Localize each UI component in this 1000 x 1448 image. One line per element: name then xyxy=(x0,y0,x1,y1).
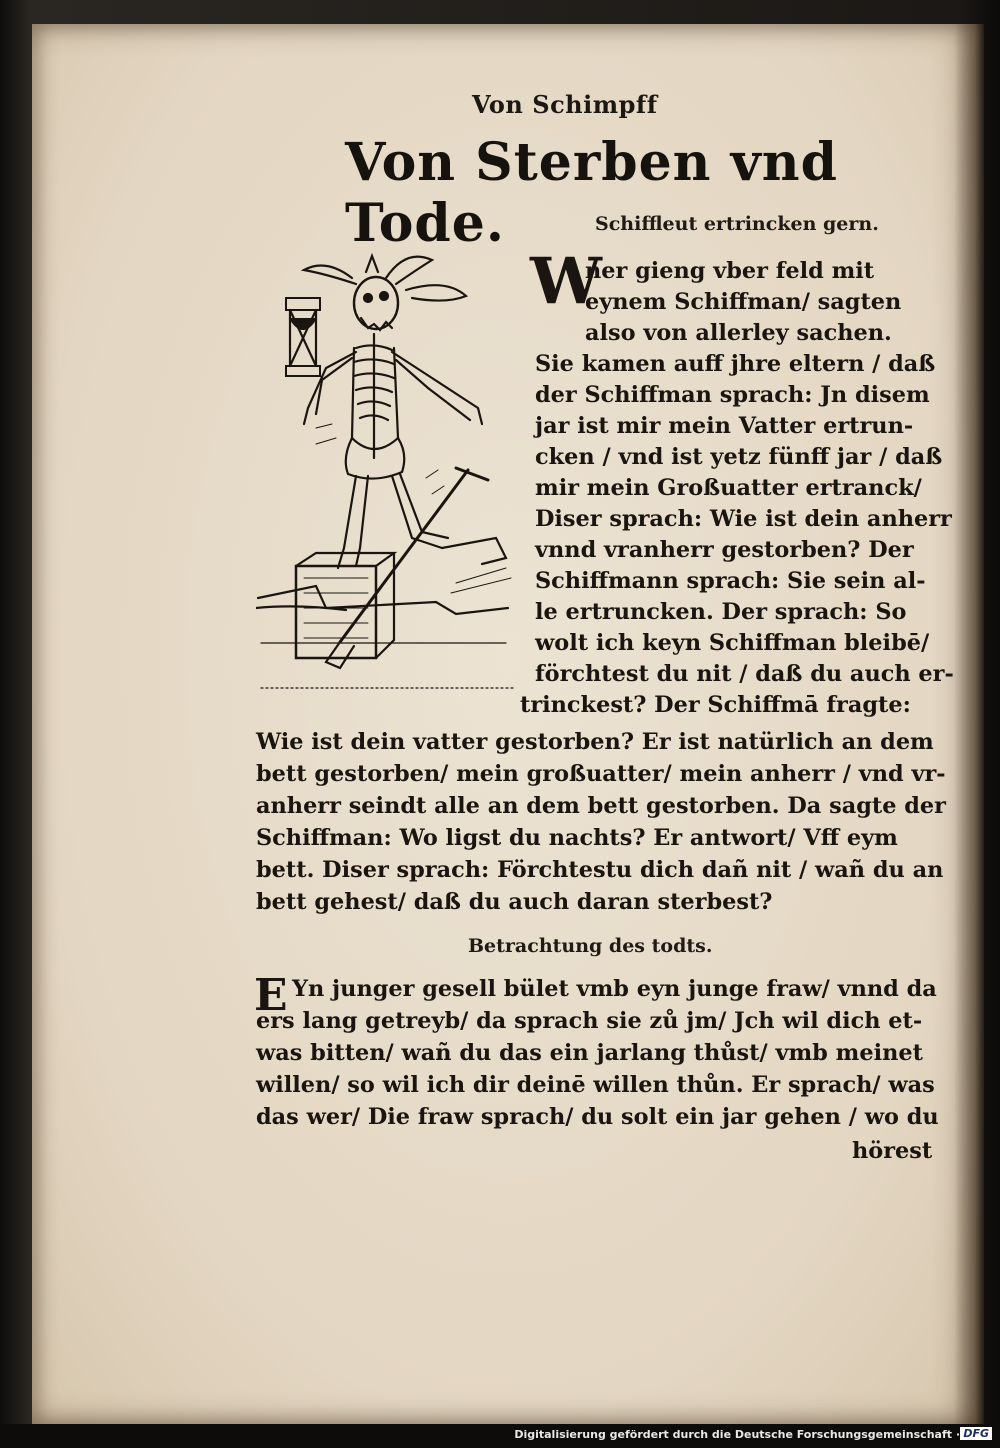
section-heading-2: Betrachtung des todts. xyxy=(468,935,713,957)
body-line: le ertruncken. Der sprach: So xyxy=(535,599,907,625)
body-line: bett gehest/ daß du auch daran sterbest? xyxy=(256,889,773,915)
drop-cap-initial-2: E xyxy=(254,970,288,1021)
body-line: Schiffman: Wo ligst du nachts? Er antwort/ Vff eym xyxy=(256,825,898,851)
body-line: jar ist mir mein Vatter ertrun- xyxy=(535,413,914,439)
page-title: Von Sterben vnd Tode. xyxy=(345,132,838,254)
body-line: förchtest du nit / daß du auch er- xyxy=(535,661,954,687)
body-line: ers lang getreyb/ da sprach sie zů jm/ Jch wil dich et- xyxy=(256,1008,923,1034)
catchword: hörest xyxy=(852,1138,933,1164)
drop-cap-initial-1: W xyxy=(530,244,602,319)
body-line: anherr seindt alle an dem bett gestorben. Da sagte der xyxy=(256,793,946,819)
body-line: eynem Schiffman/ sagten xyxy=(585,289,902,315)
body-line: das wer/ Die fraw sprach/ du solt ein jar gehen / wo du xyxy=(256,1104,939,1130)
body-line: willen/ so wil ich dir deinē willen thůn. Er sprach/ was xyxy=(256,1072,935,1098)
body-line: Diser sprach: Wie ist dein anherr xyxy=(535,506,952,532)
body-line: also von allerley sachen. xyxy=(585,320,892,346)
dfg-logo: DFG xyxy=(960,1427,992,1440)
death-skeleton-woodcut-illustration xyxy=(256,248,520,700)
body-line: vnnd vranherr gestorben? Der xyxy=(535,537,914,563)
body-line: trinckest? Der Schiffmā fragte: xyxy=(520,692,911,718)
body-line: mir mein Großuatter ertranck/ xyxy=(535,475,922,501)
body-line: cken / vnd ist yetz fünff jar / daß xyxy=(535,444,943,470)
running-head: Von Schimpff xyxy=(472,90,658,119)
body-line: Yn junger gesell bület vmb eyn junge fraw/ vnnd da xyxy=(292,976,937,1002)
funding-credit: Digitalisierung gefördert durch die Deutsche Forschungsgemeinschaft · xyxy=(514,1428,960,1441)
body-line: der Schiffman sprach: Jn disem xyxy=(535,382,930,408)
body-line: Sie kamen auff jhre eltern / daß xyxy=(535,351,936,377)
section-heading-1: Schiffleut ertrincken gern. xyxy=(595,213,879,235)
body-line: bett gestorben/ mein großuatter/ mein anherr / vnd vr- xyxy=(256,761,946,787)
body-line: was bitten/ wañ du das ein jarlang thůst/ vmb meinet xyxy=(256,1040,923,1066)
body-line: Schiffmann sprach: Sie sein al- xyxy=(535,568,926,594)
body-line: Wie ist dein vatter gestorben? Er ist natürlich an dem xyxy=(256,729,934,755)
body-line: wolt ich keyn Schiffman bleibē/ xyxy=(535,630,930,656)
body-line: ner gieng vber feld mit xyxy=(585,258,875,284)
body-line: bett. Diser sprach: Förchtestu dich dañ nit / wañ du an xyxy=(256,857,944,883)
